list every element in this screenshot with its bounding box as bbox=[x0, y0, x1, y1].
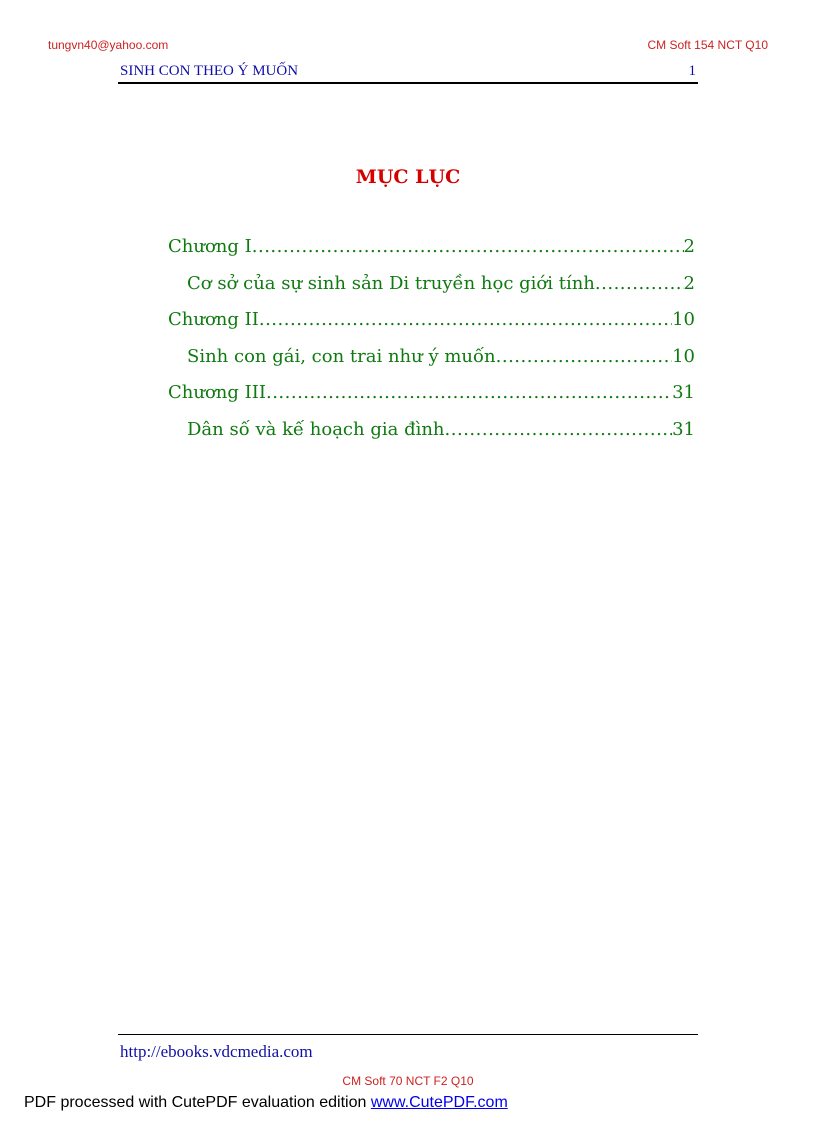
toc-dot-leader bbox=[445, 419, 673, 440]
toc-entry-section-3[interactable] bbox=[168, 419, 695, 456]
cutepdf-link[interactable]: www.CutePDF.com bbox=[370, 1094, 508, 1111]
cutepdf-notice-text: PDF processed with CutePDF evaluation edition bbox=[24, 1094, 371, 1111]
toc-entry-page: 10 bbox=[672, 309, 695, 331]
toc-dot-leader bbox=[252, 236, 684, 257]
table-of-contents bbox=[168, 236, 695, 456]
toc-entry-text: Chương III bbox=[168, 382, 266, 404]
toc-entry-page: 10 bbox=[672, 345, 695, 367]
toc-entry-page: 31 bbox=[672, 382, 695, 404]
toc-entry-page: 31 bbox=[672, 418, 695, 440]
footer-url[interactable]: http://ebooks.vdcmedia.com bbox=[120, 1042, 313, 1061]
toc-dot-leader bbox=[259, 309, 672, 330]
toc-entry-chapter-3[interactable] bbox=[168, 382, 695, 419]
toc-entry-section-2[interactable] bbox=[168, 346, 695, 383]
top-email: tungvn40@yahoo.com bbox=[48, 38, 169, 52]
header-page-number: 1 bbox=[688, 63, 696, 79]
toc-entry-page: 2 bbox=[683, 272, 695, 294]
toc-entry-text: Chương II bbox=[168, 309, 259, 331]
toc-entry-chapter-2[interactable] bbox=[168, 309, 695, 346]
toc-entry-text: Chương I bbox=[168, 236, 252, 257]
toc-entry-text: Cơ sở của sự sinh sản Di truyền học giới tính bbox=[187, 272, 595, 294]
header-title: SINH CON THEO Ý MUỐN bbox=[120, 63, 299, 79]
top-right-note: CM Soft 154 NCT Q10 bbox=[647, 38, 768, 52]
toc-dot-leader bbox=[266, 382, 672, 403]
toc-entry-section-1[interactable] bbox=[168, 273, 695, 310]
toc-entry-text: Sinh con gái, con trai như ý muốn bbox=[187, 345, 496, 367]
running-header bbox=[118, 62, 698, 84]
footer-divider bbox=[118, 1034, 698, 1035]
toc-dot-leader bbox=[595, 273, 684, 294]
toc-entry-page: 2 bbox=[683, 236, 695, 257]
cutepdf-notice bbox=[24, 1094, 508, 1112]
toc-dot-leader bbox=[496, 346, 672, 367]
bottom-note: CM Soft 70 NCT F2 Q10 bbox=[342, 1074, 474, 1088]
toc-title: MỤC LỤC bbox=[355, 166, 461, 188]
toc-entry-chapter-1[interactable] bbox=[168, 236, 695, 273]
toc-entry-text: Dân số và kế hoạch gia đình bbox=[187, 418, 445, 440]
